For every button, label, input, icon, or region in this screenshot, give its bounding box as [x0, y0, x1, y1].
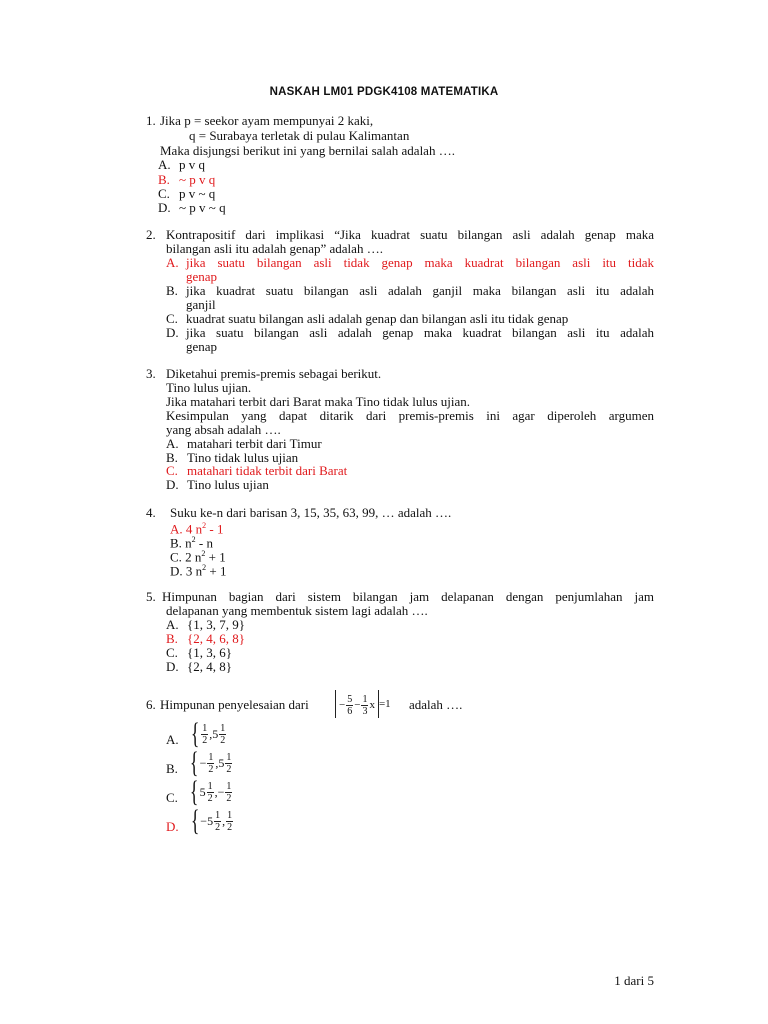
q1-line3: Maka disjungsi berikut ini yang bernilai salah adalah …. [160, 143, 455, 158]
q5-option-a: A. {1, 3, 7, 9} [166, 617, 245, 632]
q2-option-d-line1: jika suatu bilangan asli adalah genap maka kuadrat bilangan asli itu adalah [186, 325, 654, 340]
q4-option-c: C. 2 $n^2 + 1$ [170, 549, 226, 565]
q3-line5: yang absah adalah …. [166, 422, 281, 437]
q2-number: 2. [146, 227, 156, 242]
q1-line2: q = Surabaya terletak di pulau Kalimantan [189, 128, 410, 143]
q6-option-d: D. { − 5 $\frac{1}{2}$ , $\frac{1}{2}$ [166, 804, 233, 837]
q6-intro: Himpunan penyelesaian dari [160, 697, 309, 712]
q2-option-c-label: C. [166, 311, 178, 326]
q1-option-b: B. ~ p v q [158, 172, 216, 187]
q6-option-a: A. { $\frac{1}{2}$ , 5 $\frac{1}{2}$ [166, 717, 226, 750]
q2-option-d-label: D. [166, 325, 179, 340]
q5-option-c: C. {1, 3, 6} [166, 645, 232, 660]
q2-option-c-line1: kuadrat suatu bilangan asli adalah genap dan bilangan asli itu tidak genap [186, 311, 569, 326]
q1-line1: Jika p = seekor ayam mempunyai 2 kaki, [160, 113, 374, 128]
q2-option-b-label: B. [166, 283, 178, 298]
q2-line2: bilangan asli itu adalah genap” adalah …. [166, 241, 383, 256]
q6-outro: adalah …. [409, 697, 463, 712]
q3-line1: Diketahui premis-premis sebagai berikut. [166, 366, 382, 381]
q2-line1: Kontrapositif dari implikasi “Jika kuadrat suatu bilangan asli adalah genap maka [166, 227, 654, 242]
q3-option-b: B. Tino tidak lulus ujian [166, 450, 299, 465]
q3-number: 3. [146, 366, 156, 381]
q6-option-b: B. { − $\frac{1}{2}$ , 5 $\frac{1}{2}$ [166, 746, 232, 779]
q6-abs-value: − $\frac{5}{6}$ − $\frac{1}{3}$ x [335, 690, 379, 718]
q1-option-c: C. p v ~ q [158, 186, 216, 201]
q4-option-d: D. 3 $n^2 + 1$ [170, 563, 227, 579]
q6-equation: − $\frac{5}{6}$ − $\frac{1}{3}$ x =1 [335, 688, 391, 719]
q3-line3: Jika matahari terbit dari Barat maka Tino tidak lulus ujian. [166, 394, 470, 409]
q1-option-d: D. ~ p v ~ q [158, 200, 226, 215]
q5-option-d: D. {2, 4, 8} [166, 659, 232, 674]
q2-option-b-line2: ganjil [186, 297, 216, 312]
q4-option-b: B. $n^2$ - n [170, 535, 214, 551]
q3-option-d: D. Tino lulus ujian [166, 477, 269, 492]
q1-option-a: A. p v q [158, 157, 205, 172]
q5-line1: Himpunan bagian dari sistem bilangan jam delapanan dengan penjumlahan jam [162, 589, 654, 604]
q2-option-a-label: A. [166, 255, 179, 270]
page-title: NASKAH LM01 PDGK4108 MATEMATIKA [269, 86, 499, 98]
q5-line2: delapanan yang membentuk sistem lagi adalah …. [166, 603, 428, 618]
q4-number: 4. [146, 505, 156, 520]
q3-line4: Kesimpulan yang dapat ditarik dari premis-premis ini agar diperoleh argumen [166, 408, 654, 423]
page-number: 1 dari 5 [614, 973, 654, 988]
q5-number: 5. [146, 589, 156, 604]
q3-option-c: C. matahari tidak terbit dari Barat [166, 463, 348, 478]
q5-option-b: B. {2, 4, 6, 8} [166, 631, 245, 646]
q6-option-c: C. { 5 $\frac{1}{2}$ , − $\frac{1}{2}$ [166, 775, 232, 808]
q3-option-a: A. matahari terbit dari Timur [166, 436, 322, 451]
q2-option-b-line1: jika kuadrat suatu bilangan asli adalah ganjil maka bilangan asli itu adalah [186, 283, 654, 298]
q3-line2: Tino lulus ujian. [166, 380, 252, 395]
q2-option-d-line2: genap [186, 339, 218, 354]
q6-number: 6. [146, 697, 156, 712]
q4-option-a: A. 4 $n^2 - 1$ [170, 521, 224, 537]
q2-option-a-line2: genap [186, 269, 218, 284]
q4-line1: Suku ke-n dari barisan 3, 15, 35, 63, 99, … adalah …. [170, 505, 452, 520]
q2-option-a-line1: jika suatu bilangan asli tidak genap maka kuadrat bilangan asli itu tidak [186, 255, 654, 270]
q1-number: 1. [146, 113, 156, 128]
